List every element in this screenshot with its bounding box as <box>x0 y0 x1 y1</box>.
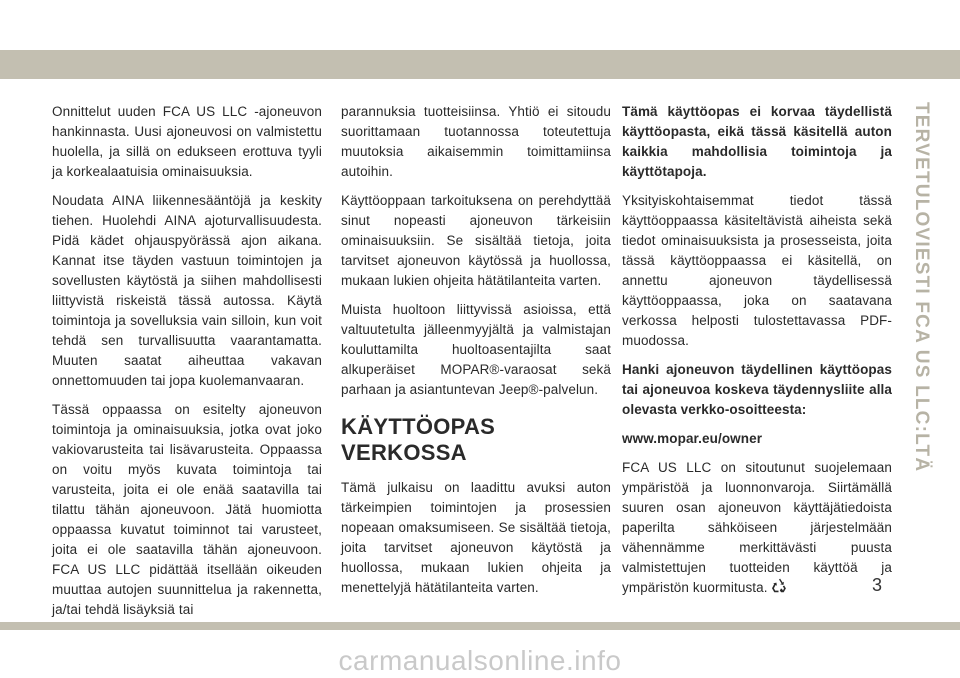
publication-paragraph: Tämä julkaisu on laadittu avuksi auton tärkeimpien toimintojen ja prosessien nopeaan omaksumiseen. Se sisältää tietoja, joita tarvitset ajoneuvon käytöstä ja huollossa, mukaan lukien ohjeita ja menettelyjä hätätilanteita varten. <box>341 480 611 595</box>
column-3 <box>622 102 892 607</box>
features-paragraph: Tässä oppaassa on esitelty ajoneuvon toimintoja ja ominaisuuksia, jotka ovat joko vakiovarusteita tai lisävarusteita. Oppaassa on voitu myös kuvata toimintoja tai varusteita, joita ei ole enää saatavilla tai tilattu tähän ajoneuvoon. Jätä huomiotta oppaassa kuvatut toiminnot tai varusteet, joita ei ole saatavilla tähän ajoneuvoon. FCA US LLC pidättää itsellään oikeuden muuttaa autojen suunnittelua ja rakennetta, ja/tai tehdä lisäyksiä tai <box>52 402 322 617</box>
side-chapter-title: TERVETULOVIESTI FCA US LLC:LTÄ <box>911 102 932 473</box>
environment-paragraph <box>622 458 892 598</box>
download-instruction: Hanki ajoneuvon täydellinen käyttöopas tai ajoneuvoa koskeva täydennysliite alla olevasta verkko-osoitteesta: <box>622 362 892 417</box>
purpose-paragraph: Käyttöoppaan tarkoituksena on perehdyttää sinut nopeasti ajoneuvon tärkeisiin ominaisuuksiin. Se sisältää tietoja, joita tarvitset ajoneuvon käytössä ja huollossa, mukaan lukien ohjeita hätätilanteita varten. <box>341 193 611 288</box>
owner-url[interactable]: www.mopar.eu/owner <box>622 431 763 446</box>
header-bar <box>0 50 960 79</box>
top-margin <box>0 0 960 50</box>
footer-bar <box>0 622 960 630</box>
details-paragraph: Yksityiskohtaisemmat tiedot tässä käyttöoppaassa käsiteltävistä aiheista sekä tiedot ominaisuuksista ja prosesseista, joita tässä käyttöoppaassa ei käsitellä, on annettu ajoneuvon täydellisessä käyttöoppaassa, joka on saatavana verkossa helposti tulostettavassa PDF-muodossa. <box>622 193 892 348</box>
service-paragraph: Muista huoltoon liittyvissä asioissa, että valtuutetulta jälleenmyyjältä ja valmistajan kouluttamilta huoltoasentajilta saat alkuperäiset MOPAR®-varaosat sekä parhaan ja asiantuntevan Jeep®-palvelun. <box>341 302 611 397</box>
safety-paragraph: Noudata AINA liikennesääntöjä ja keskity tiehen. Huolehdi AINA ajoturvallisuudesta. Pidä kädet ohjauspyörässä ajon aikana. Kannat itse täyden vastuun toimintojen ja sovellusten käytöstä ja siihen mahdollisesti liittyvistä riskeistä tässä autossa. Käytä toimintoja ja sovelluksia vain silloin, kun voit tehdä sen turvallisuutta vaarantamatta. Muuten saatat aiheuttaa vakavan onnettomuuden tai jopa kuolemanvaaran. <box>52 193 322 388</box>
environment-text: FCA US LLC on sitoutunut suojelemaan ympäristöä ja luonnonvaroja. Siirtämällä suuren osan ajoneuvon käyttäjätiedoista paperilta sähköiseen järjestelmään vähennämme merkittävästi puusta valmistettujen tuotteiden käyttöä ja ympäristön kuormitusta. <box>622 460 892 595</box>
column-1 <box>52 102 322 629</box>
improvements-paragraph: parannuksia tuotteisiinsa. Yhtiö ei sitoudu suorittamaan tuotannossa toteutettuja muutoksia aikaisemmin toimittamiinsa autoihin. <box>341 104 611 179</box>
page-number: 3 <box>872 575 883 595</box>
disclaimer-bold: Tämä käyttöopas ei korvaa täydellistä käyttöopasta, eikä tässä käsitellä auton kaikkia mahdollisia toimintoja ja käyttötapoja. <box>622 104 892 179</box>
watermark: carmanualsonline.info <box>338 645 622 676</box>
section-heading: KÄYTTÖOPAS VERKOSSA <box>341 414 496 465</box>
column-2 <box>341 102 611 607</box>
recycle-icon <box>771 578 787 594</box>
intro-paragraph: Onnittelut uuden FCA US LLC -ajoneuvon hankinnasta. Uusi ajoneuvosi on valmistettu huolella, ja sillä on edukseen erottuva tyyli ja korkealaatuisia ominaisuuksia. <box>52 104 322 179</box>
